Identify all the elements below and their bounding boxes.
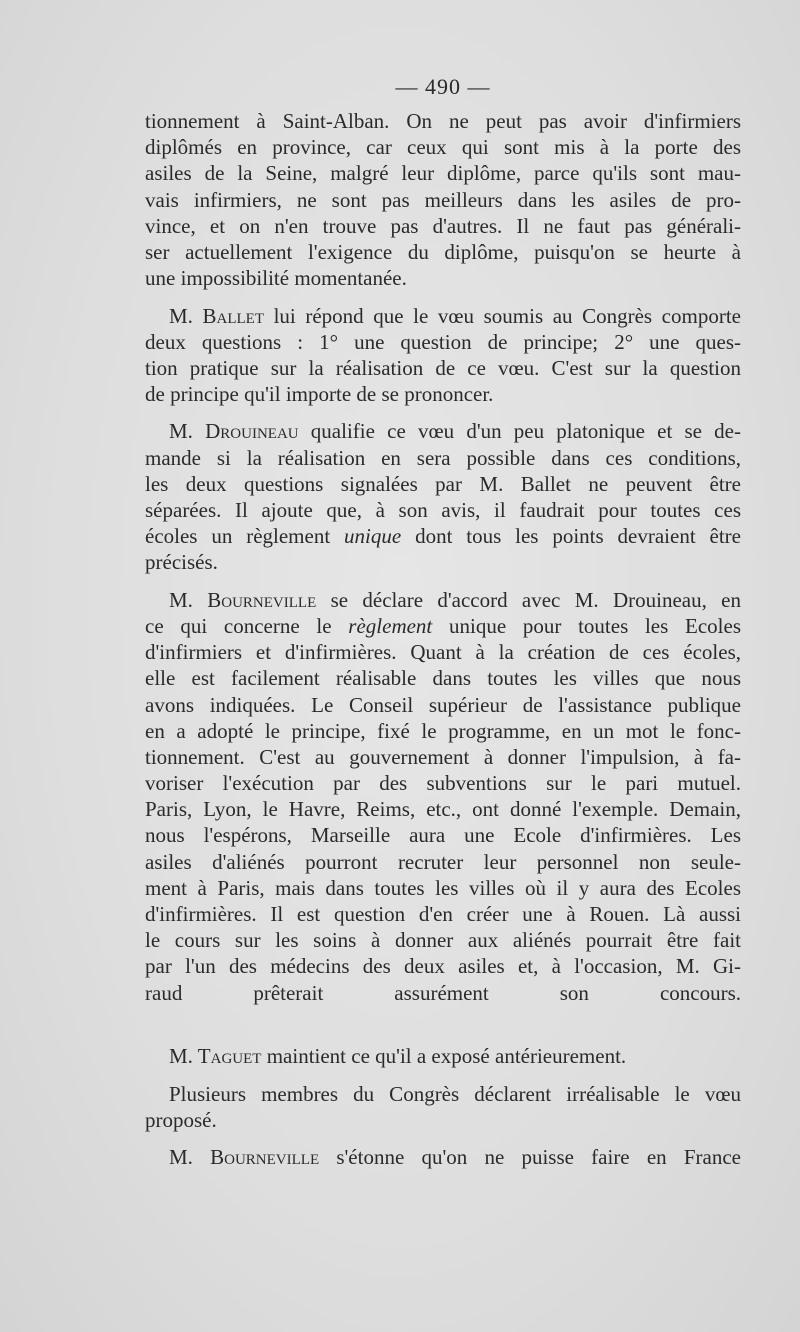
page-number: — 490 —	[395, 74, 491, 99]
text-line: tion pratique sur la réalisation de ce vœu. C'est sur la question	[145, 355, 741, 380]
text-line	[145, 523, 741, 549]
text-line	[145, 418, 741, 444]
italic-word: règlement	[348, 613, 433, 638]
speaker-name: M. Bourneville	[169, 587, 317, 612]
text-fragment: ce qui concerne le	[145, 613, 349, 638]
text-line: tionnement. C'est au gouvernement à donner l'impulsion, à fa-	[145, 744, 741, 769]
paragraph-bourneville	[145, 587, 741, 1032]
speaker-name: M. Bourneville	[169, 1145, 320, 1170]
body-text	[145, 108, 741, 1181]
text-line: diplômés en province, car ceux qui sont mis à la porte des	[145, 135, 741, 160]
text-fragment: écoles un règlement	[145, 524, 345, 549]
text-line: proposé.	[145, 1107, 217, 1132]
text-line: une impossibilité momentanée.	[145, 266, 407, 291]
speaker-name: M. Drouineau	[169, 419, 299, 444]
text-fragment: dont tous les points devraient être	[415, 524, 741, 549]
text-line: voriser l'exécution par des subventions sur le pari mutuel.	[145, 771, 741, 796]
text-line	[145, 303, 741, 329]
text-line: raud prêterait assurément son concours.	[145, 980, 741, 1005]
text-line: Paris, Lyon, le Havre, Reims, etc., ont donné l'exemple. Demain,	[145, 797, 741, 822]
text-line: elle est facilement réalisable dans toutes les villes que nous	[145, 666, 741, 691]
text-line	[145, 1043, 741, 1069]
text-line: le cours sur les soins à donner aux aliénés pourrait être fait	[145, 928, 741, 953]
italic-word: unique	[344, 524, 402, 549]
paragraph-drouineau	[145, 418, 741, 575]
text-line: séparées. Il ajoute que, à son avis, il faudrait pour toutes ces	[145, 498, 741, 522]
text-line: mande si la réalisation en sera possible dans ces conditions,	[145, 445, 741, 470]
text-fragment: qualifie ce vœu d'un peu platonique et se de-	[298, 419, 741, 444]
text-line: les deux questions signalées par M. Ballet ne peuvent être	[145, 471, 741, 496]
text-fragment: unique pour toutes les Ecoles	[432, 613, 741, 638]
text-line: d'infirmières. Il est question d'en créer une à Rouen. Là aussi	[145, 902, 741, 926]
text-line	[145, 1006, 741, 1032]
paragraph-plusieurs-membres	[145, 1081, 741, 1133]
paragraph-continuation	[145, 108, 741, 291]
text-fragment: s'étonne qu'on ne puisse faire en France	[319, 1145, 741, 1170]
paragraph-bourneville-2	[145, 1144, 741, 1170]
text-line: vais infirmiers, ne sont pas meilleurs dans les asiles de pro-	[145, 187, 741, 212]
text-line	[145, 1144, 741, 1170]
text-line: Plusieurs membres du Congrès déclarent irréalisable le vœu	[169, 1081, 741, 1106]
text-line	[145, 587, 741, 613]
text-line: avons indiquées. Le Conseil supérieur de l'assistance publique	[145, 692, 741, 717]
text-line: de principe qu'il importe de se prononcer.	[145, 382, 494, 407]
text-line: asiles de la Seine, malgré leur diplôme, parce qu'ils sont mau-	[145, 161, 741, 186]
speaker-name: M. Taguet	[169, 1044, 262, 1069]
text-line: précisés.	[145, 550, 218, 575]
speaker-name: M. Ballet	[169, 303, 264, 328]
text-line: d'infirmiers et d'infirmières. Quant à la création de ces écoles,	[145, 640, 741, 665]
text-line: deux questions : 1° une question de principe; 2° une ques-	[145, 329, 741, 354]
text-line: ser actuellement l'exigence du diplôme, puisqu'on se heurte à	[145, 239, 741, 264]
text-line: nous l'espérons, Marseille aura une Ecole d'infirmières. Les	[145, 823, 741, 848]
text-line	[145, 613, 741, 639]
text-line: asiles d'aliénés pourront recruter leur personnel non seule-	[145, 849, 741, 874]
text-fragment: se déclare d'accord avec M. Drouineau, en	[316, 587, 741, 612]
text-line: vince, et on n'en trouve pas d'autres. Il ne faut pas générali-	[145, 213, 741, 238]
paragraph-ballet	[145, 303, 741, 408]
text-fragment: maintient ce qu'il a exposé antérieurement.	[261, 1044, 627, 1069]
text-fragment: lui répond que le vœu soumis au Congrès comporte	[264, 303, 741, 328]
paragraph-taguet	[145, 1043, 741, 1069]
text-line: en a adopté le principe, fixé le programme, en un mot le fonc-	[145, 718, 741, 743]
text-line: ment à Paris, mais dans toutes les villes où il y aura des Ecoles	[145, 875, 741, 900]
text-line: tionnement à Saint-Alban. On ne peut pas avoir d'infirmiers	[145, 109, 741, 133]
text-line: par l'un des médecins des deux asiles et, à l'occasion, M. Gi-	[145, 954, 741, 979]
